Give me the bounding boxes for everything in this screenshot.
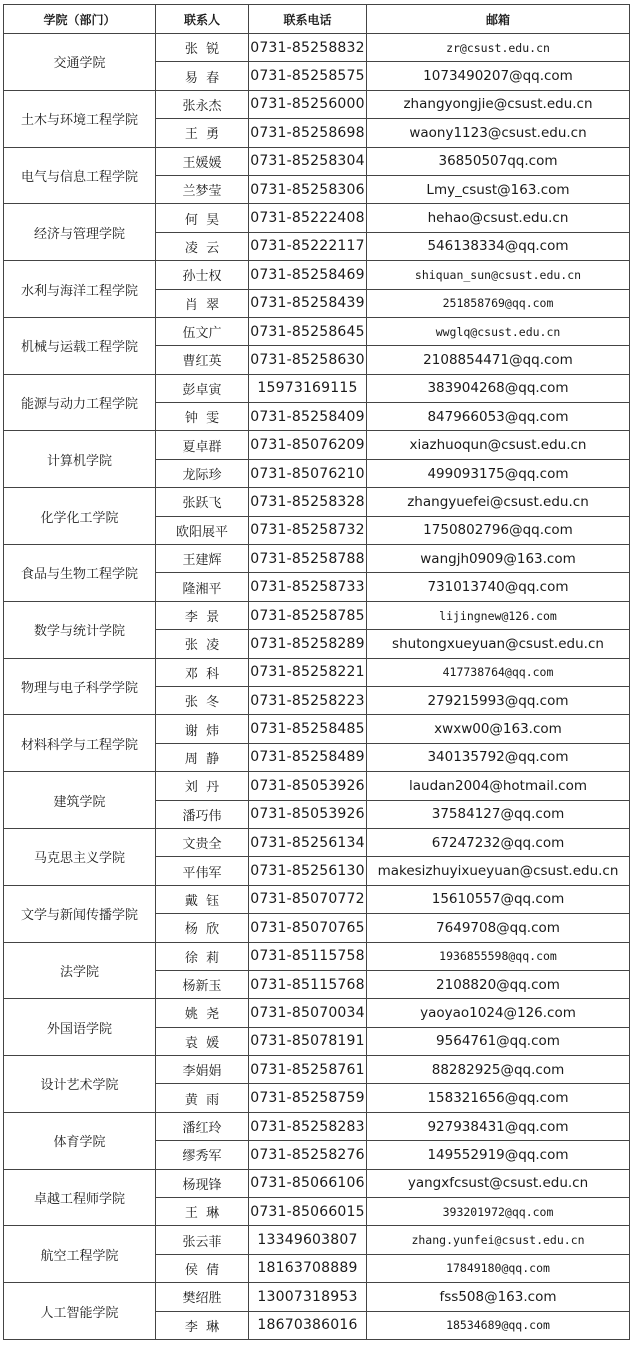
contact-name-cell: 王媛媛: [156, 147, 249, 175]
college-name-cell: 交通学院: [4, 34, 156, 91]
contact-name-cell: 黄 雨: [156, 1084, 249, 1112]
contact-name-cell: 孙士权: [156, 261, 249, 289]
phone-cell: 0731-85258732: [249, 516, 367, 544]
contact-name-cell: 徐 莉: [156, 942, 249, 970]
contact-name-cell: 欧阳展平: [156, 516, 249, 544]
email-cell: 546138334@qq.com: [367, 232, 630, 260]
contact-name-cell: 曹红英: [156, 346, 249, 374]
phone-cell: 15973169115: [249, 374, 367, 402]
phone-cell: 0731-85222408: [249, 204, 367, 232]
email-cell: 847966053@qq.com: [367, 403, 630, 431]
table-row: [4, 1169, 630, 1197]
email-cell: 88282925@qq.com: [367, 1056, 630, 1084]
contact-name-cell: 杨新玉: [156, 970, 249, 998]
table-row: [4, 942, 630, 970]
email-cell: makesizhuyixueyuan@csust.edu.cn: [367, 857, 630, 885]
phone-cell: 0731-85258645: [249, 317, 367, 345]
phone-cell: 0731-85258630: [249, 346, 367, 374]
email-cell: 383904268@qq.com: [367, 374, 630, 402]
contact-name-cell: 袁 媛: [156, 1027, 249, 1055]
table-row: [4, 488, 630, 516]
phone-cell: 0731-85258289: [249, 630, 367, 658]
table-row: [4, 204, 630, 232]
college-name-cell: 机械与运载工程学院: [4, 317, 156, 374]
college-name-cell: 水利与海洋工程学院: [4, 261, 156, 318]
contact-name-cell: 邓 科: [156, 658, 249, 686]
contact-name-cell: 肖 翠: [156, 289, 249, 317]
contact-name-cell: 王建辉: [156, 545, 249, 573]
email-cell: 393201972@qq.com: [367, 1198, 630, 1226]
phone-cell: 0731-85076210: [249, 459, 367, 487]
college-name-cell: 人工智能学院: [4, 1283, 156, 1340]
email-cell: waony1123@csust.edu.cn: [367, 119, 630, 147]
contact-name-cell: 张跃飞: [156, 488, 249, 516]
contact-name-cell: 刘 丹: [156, 772, 249, 800]
table-row: [4, 261, 630, 289]
table-row: [4, 317, 630, 345]
phone-cell: 13007318953: [249, 1283, 367, 1311]
college-name-cell: 土木与环境工程学院: [4, 90, 156, 147]
contact-name-cell: 隆湘平: [156, 573, 249, 601]
contact-name-cell: 张永杰: [156, 90, 249, 118]
table-row: [4, 885, 630, 913]
phone-cell: 0731-85258575: [249, 62, 367, 90]
email-cell: 7649708@qq.com: [367, 914, 630, 942]
phone-cell: 0731-85258761: [249, 1056, 367, 1084]
table-row: [4, 431, 630, 459]
table-row: [4, 90, 630, 118]
email-cell: zr@csust.edu.cn: [367, 34, 630, 62]
college-name-cell: 物理与电子科学学院: [4, 658, 156, 715]
phone-cell: 0731-85256130: [249, 857, 367, 885]
table-row: [4, 1283, 630, 1311]
table-row: [4, 1056, 630, 1084]
table-row: [4, 828, 630, 856]
email-cell: zhang.yunfei@csust.edu.cn: [367, 1226, 630, 1254]
table-row: [4, 34, 630, 62]
college-name-cell: 经济与管理学院: [4, 204, 156, 261]
college-name-cell: 马克思主义学院: [4, 828, 156, 885]
contact-name-cell: 张 锐: [156, 34, 249, 62]
college-name-cell: 航空工程学院: [4, 1226, 156, 1283]
header-email: 邮箱: [367, 5, 630, 34]
table-header: [4, 5, 630, 34]
college-name-cell: 化学化工学院: [4, 488, 156, 545]
contact-name-cell: 李 景: [156, 601, 249, 629]
table-row: [4, 601, 630, 629]
contact-name-cell: 杨 欣: [156, 914, 249, 942]
email-cell: 9564761@qq.com: [367, 1027, 630, 1055]
email-cell: 417738764@qq.com: [367, 658, 630, 686]
contact-name-cell: 彭卓寅: [156, 374, 249, 402]
contact-name-cell: 张 冬: [156, 686, 249, 714]
email-cell: zhangyuefei@csust.edu.cn: [367, 488, 630, 516]
contact-name-cell: 姚 尧: [156, 999, 249, 1027]
email-cell: wangjh0909@163.com: [367, 545, 630, 573]
college-name-cell: 建筑学院: [4, 772, 156, 829]
phone-cell: 0731-85053926: [249, 772, 367, 800]
table-body: [4, 34, 630, 1340]
email-cell: 1750802796@qq.com: [367, 516, 630, 544]
table-row: [4, 999, 630, 1027]
contact-name-cell: 夏卓群: [156, 431, 249, 459]
table-row: [4, 1112, 630, 1140]
phone-cell: 0731-85258306: [249, 175, 367, 203]
email-cell: 1936855598@qq.com: [367, 942, 630, 970]
phone-cell: 0731-85258328: [249, 488, 367, 516]
table-row: [4, 1226, 630, 1254]
contact-name-cell: 伍文广: [156, 317, 249, 345]
phone-cell: 0731-85258733: [249, 573, 367, 601]
phone-cell: 0731-85066106: [249, 1169, 367, 1197]
phone-cell: 0731-85070765: [249, 914, 367, 942]
phone-cell: 0731-85222117: [249, 232, 367, 260]
email-cell: 340135792@qq.com: [367, 743, 630, 771]
contact-name-cell: 文贵全: [156, 828, 249, 856]
contact-name-cell: 王 琳: [156, 1198, 249, 1226]
phone-cell: 0731-85258304: [249, 147, 367, 175]
email-cell: 37584127@qq.com: [367, 800, 630, 828]
phone-cell: 0731-85258283: [249, 1112, 367, 1140]
phone-cell: 0731-85258469: [249, 261, 367, 289]
phone-cell: 0731-85258759: [249, 1084, 367, 1112]
email-cell: 149552919@qq.com: [367, 1141, 630, 1169]
phone-cell: 0731-85258221: [249, 658, 367, 686]
contact-name-cell: 平伟军: [156, 857, 249, 885]
college-name-cell: 卓越工程师学院: [4, 1169, 156, 1226]
email-cell: laudan2004@hotmail.com: [367, 772, 630, 800]
email-cell: shiquan_sun@csust.edu.cn: [367, 261, 630, 289]
phone-cell: 0731-85053926: [249, 800, 367, 828]
email-cell: 499093175@qq.com: [367, 459, 630, 487]
contact-name-cell: 谢 炜: [156, 715, 249, 743]
email-cell: 36850507qq.com: [367, 147, 630, 175]
header-phone: 联系电话: [249, 5, 367, 34]
contact-name-cell: 李 琳: [156, 1311, 249, 1339]
college-contact-table: [3, 4, 630, 1340]
email-cell: zhangyongjie@csust.edu.cn: [367, 90, 630, 118]
email-cell: wwglq@csust.edu.cn: [367, 317, 630, 345]
phone-cell: 0731-85258276: [249, 1141, 367, 1169]
college-name-cell: 计算机学院: [4, 431, 156, 488]
email-cell: 17849180@qq.com: [367, 1254, 630, 1282]
contact-name-cell: 潘巧伟: [156, 800, 249, 828]
phone-cell: 0731-85076209: [249, 431, 367, 459]
contact-name-cell: 钟 雯: [156, 403, 249, 431]
contact-name-cell: 凌 云: [156, 232, 249, 260]
header-contact: 联系人: [156, 5, 249, 34]
email-cell: 18534689@qq.com: [367, 1311, 630, 1339]
header-college: 学院（部门）: [4, 5, 156, 34]
email-cell: 1073490207@qq.com: [367, 62, 630, 90]
phone-cell: 0731-85258485: [249, 715, 367, 743]
table-row: [4, 374, 630, 402]
phone-cell: 0731-85115768: [249, 970, 367, 998]
table-row: [4, 658, 630, 686]
email-cell: 15610557@qq.com: [367, 885, 630, 913]
college-name-cell: 体育学院: [4, 1112, 156, 1169]
phone-cell: 0731-85115758: [249, 942, 367, 970]
email-cell: shutongxueyuan@csust.edu.cn: [367, 630, 630, 658]
phone-cell: 0731-85256000: [249, 90, 367, 118]
phone-cell: 0731-85066015: [249, 1198, 367, 1226]
contact-name-cell: 缪秀军: [156, 1141, 249, 1169]
contact-name-cell: 李娟娟: [156, 1056, 249, 1084]
phone-cell: 18163708889: [249, 1254, 367, 1282]
phone-cell: 0731-85258409: [249, 403, 367, 431]
phone-cell: 13349603807: [249, 1226, 367, 1254]
contact-name-cell: 易 春: [156, 62, 249, 90]
phone-cell: 0731-85258223: [249, 686, 367, 714]
contact-name-cell: 张云菲: [156, 1226, 249, 1254]
table-row: [4, 772, 630, 800]
contact-name-cell: 张 凌: [156, 630, 249, 658]
phone-cell: 0731-85258489: [249, 743, 367, 771]
phone-cell: 0731-85256134: [249, 828, 367, 856]
phone-cell: 0731-85258785: [249, 601, 367, 629]
contact-name-cell: 戴 钰: [156, 885, 249, 913]
college-name-cell: 食品与生物工程学院: [4, 545, 156, 602]
table-row: [4, 545, 630, 573]
college-name-cell: 数学与统计学院: [4, 601, 156, 658]
contact-name-cell: 侯 倩: [156, 1254, 249, 1282]
contact-name-cell: 樊绍胜: [156, 1283, 249, 1311]
phone-cell: 18670386016: [249, 1311, 367, 1339]
phone-cell: 0731-85258439: [249, 289, 367, 317]
contact-name-cell: 何 昊: [156, 204, 249, 232]
email-cell: xiazhuoqun@csust.edu.cn: [367, 431, 630, 459]
email-cell: yaoyao1024@126.com: [367, 999, 630, 1027]
email-cell: xwxw00@163.com: [367, 715, 630, 743]
phone-cell: 0731-85258788: [249, 545, 367, 573]
college-name-cell: 法学院: [4, 942, 156, 999]
email-cell: 927938431@qq.com: [367, 1112, 630, 1140]
email-cell: lijingnew@126.com: [367, 601, 630, 629]
phone-cell: 0731-85258832: [249, 34, 367, 62]
phone-cell: 0731-85258698: [249, 119, 367, 147]
phone-cell: 0731-85078191: [249, 1027, 367, 1055]
email-cell: yangxfcsust@csust.edu.cn: [367, 1169, 630, 1197]
contact-name-cell: 周 静: [156, 743, 249, 771]
college-name-cell: 电气与信息工程学院: [4, 147, 156, 204]
table-row: [4, 715, 630, 743]
email-cell: Lmy_csust@163.com: [367, 175, 630, 203]
header-row: [4, 5, 630, 34]
contact-name-cell: 兰梦莹: [156, 175, 249, 203]
college-name-cell: 文学与新闻传播学院: [4, 885, 156, 942]
phone-cell: 0731-85070772: [249, 885, 367, 913]
college-name-cell: 设计艺术学院: [4, 1056, 156, 1113]
email-cell: fss508@163.com: [367, 1283, 630, 1311]
phone-cell: 0731-85070034: [249, 999, 367, 1027]
email-cell: 2108820@qq.com: [367, 970, 630, 998]
email-cell: 2108854471@qq.com: [367, 346, 630, 374]
contact-name-cell: 杨现锋: [156, 1169, 249, 1197]
college-name-cell: 材料科学与工程学院: [4, 715, 156, 772]
table-row: [4, 147, 630, 175]
email-cell: 158321656@qq.com: [367, 1084, 630, 1112]
email-cell: 731013740@qq.com: [367, 573, 630, 601]
email-cell: 251858769@qq.com: [367, 289, 630, 317]
email-cell: 279215993@qq.com: [367, 686, 630, 714]
contact-name-cell: 潘红玲: [156, 1112, 249, 1140]
email-cell: hehao@csust.edu.cn: [367, 204, 630, 232]
contact-name-cell: 王 勇: [156, 119, 249, 147]
contact-name-cell: 龙际珍: [156, 459, 249, 487]
college-name-cell: 能源与动力工程学院: [4, 374, 156, 431]
email-cell: 67247232@qq.com: [367, 828, 630, 856]
college-name-cell: 外国语学院: [4, 999, 156, 1056]
